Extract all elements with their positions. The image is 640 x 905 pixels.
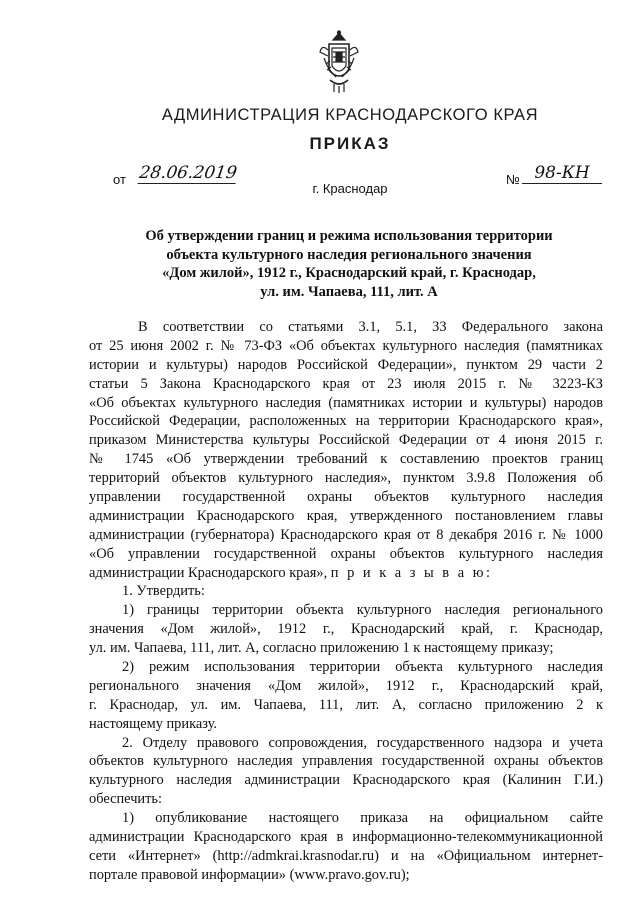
body-line: 1) опубликование настоящего приказа на официальном сайте [122,810,603,827]
title-line: Об утверждении границ и режима использования территории [145,228,553,244]
body-line: ул. им. Чапаева, 111, лит. А, согласно приложению 1 к настоящему приказу; [89,640,554,657]
body-line: администрации (губернатора) Краснодарского края от 8 декабря 2016 г. № 1000 [89,526,603,543]
title-line: ул. им. Чапаева, 111, лит. А [260,283,438,300]
body-line [89,564,603,583]
body-line: портале правовой информации» (www.pravo.gov.ru); [89,866,410,883]
body-line: г. Краснодар, ул. им. Чапаева, 111, лит. А, согласно приложению 2 к [89,696,603,713]
number-value: 98-КН [522,163,602,184]
body-line: статьи 5 Закона Краснодарского края от 23 июля 2015 г. № 3223-КЗ [89,375,603,392]
number-prefix: № [506,172,520,187]
date-value: 28.06.2019 [137,163,239,183]
document-body [89,318,603,885]
city: г. Краснодар [312,181,388,196]
document-type: ПРИКАЗ [309,134,391,153]
order-keyword: п р и к а з ы в а ю: [330,564,493,581]
body-line: В соответствии со статьями 3.1, 5.1, 33 Федерального закона [138,319,603,335]
body-line: истории и культуры) народов Российской Федерации», пунктом 29 части 2 [89,356,603,373]
body-line: Российской Федерации, расположенных на территории Краснодарского края», [89,413,603,430]
date-prefix: от [113,172,126,187]
body-line: регионального значения «Дом жилой», 1912 г., Краснодарский край, [89,677,603,694]
body-line: «Об управлении государственной охраны объектов культурного наследия [89,545,603,562]
body-line: администрации Краснодарского края в информационно-телекоммуникационной [89,829,603,846]
body-line: территорий объектов культурного наследия», пунктом 3.9.8 Положения об [89,470,603,487]
body-line: 2) режим использования территории объекта культурного наследия [122,659,603,676]
body-line: 1. Утвердить: [122,583,205,600]
body-line: приказом Министерства культуры Российской Федерации от 4 июня 2015 г. [89,432,603,449]
document-title [105,227,593,301]
body-line: управлении государственной охраны объектов культурного наследия [89,489,603,506]
body-line: 1) границы территории объекта культурного наследия регионального [122,602,603,619]
body-line: сети «Интернет» (http://admkrai.krasnodar.ru) и на «Официальном интернет- [89,847,603,864]
body-line: объектов культурного наследия управления государственной охраны объектов [89,753,603,770]
body-line: «Об объектах культурного наследия (памятниках истории и культуры) народов [89,394,603,411]
title-line: «Дом жилой», 1912 г., Краснодарский край, г. Краснодар, [162,265,536,281]
body-line: настоящему приказу. [89,715,217,732]
coat-of-arms-icon [318,30,360,94]
body-line: значения «Дом жилой», 1912 г., Краснодарский край, г. Краснодар, [89,621,603,638]
body-line: культурного наследия администрации Краснодарского края (Калинин Г.И.) [89,772,603,789]
body-line: № 1745 «Об утверждении требований к составлению проектов границ [89,451,603,468]
body-line: администрации Краснодарского края, утвержденного постановлением главы [89,507,603,524]
body-line: обеспечить: [89,791,162,808]
title-line: объекта культурного наследия регионального значения [166,246,532,263]
body-line: 2. Отделу правового сопровождения, государственного надзора и учета [122,734,603,751]
organization-name: АДМИНИСТРАЦИЯ КРАСНОДАРСКОГО КРАЯ [161,106,539,124]
body-text: администрации Краснодарского края», [89,564,328,581]
body-line: от 25 июня 2002 г. № 73-ФЗ «Об объектах культурного наследия (памятниках [89,337,603,354]
